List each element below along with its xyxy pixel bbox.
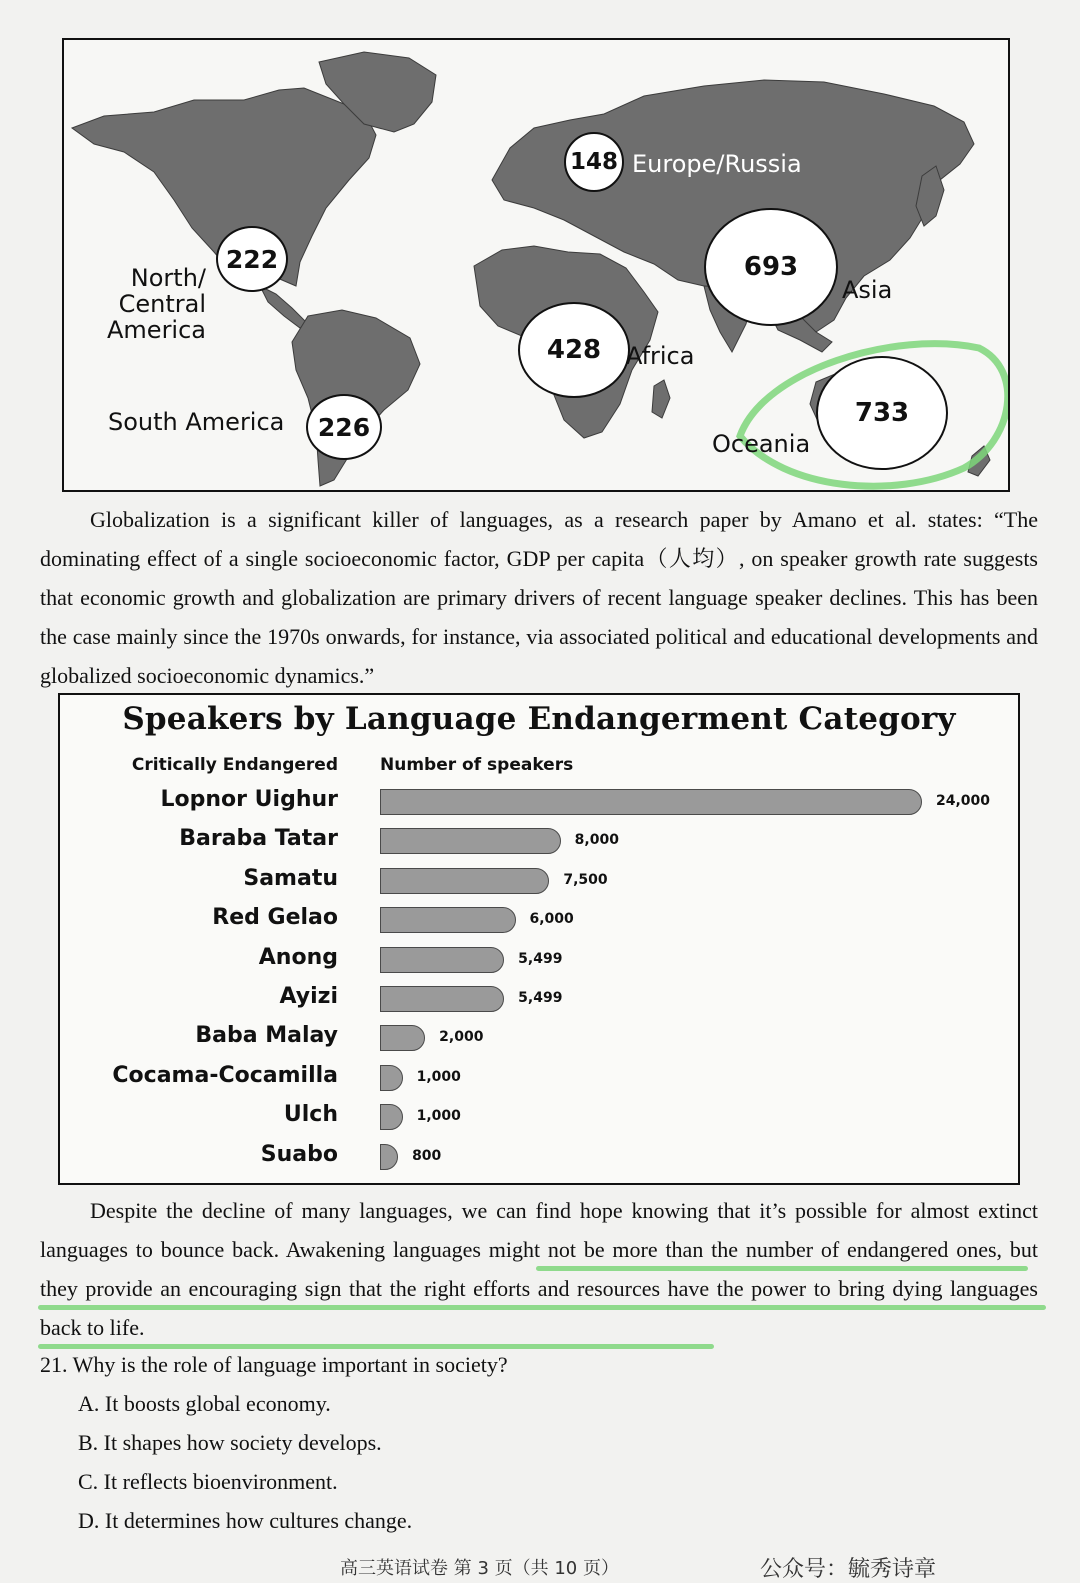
paragraph-globalization-text: Globalization is a significant killer of languages, as a research paper by Amano et al. states: “The dominating effect of a single socioeconomic factor, GDP per capita（人均）, on speaker growth rate suggests that economic growth and globalization are primary drivers of recent language speaker declines. This has been the case mainly since the 1970s onwards, for instance, via associated political and educational developments and globalized socioeconomic dynamics.”: [40, 507, 1038, 688]
region-label-north-america-line3: America: [107, 315, 206, 344]
bar-value-label: 5,499: [518, 950, 563, 967]
bar: [380, 907, 516, 933]
count-bubble-europe: 148: [564, 132, 624, 192]
region-label-north-america: [88, 266, 206, 344]
bar-value-label: 6,000: [529, 911, 574, 928]
bar: [380, 828, 561, 854]
bar-value-label: 1,000: [416, 1068, 461, 1085]
paragraph-globalization: [40, 500, 1038, 695]
bar: [380, 1104, 403, 1130]
bar-value-label: 7,500: [563, 871, 608, 888]
bar-category-label: Anong: [258, 944, 338, 970]
bar-value-label: 800: [412, 1147, 442, 1164]
region-label-oceania: Oceania: [712, 430, 811, 458]
region-label-north-america-line1: North/: [130, 264, 206, 292]
chart-title: Speakers by Language Endangerment Category: [122, 701, 956, 737]
paragraph-hope-text: Despite the decline of many languages, we can find hope knowing that it’s possible for almost extinct languages to bounce back. Awakening languages might not be more than the number of endangered ones, but they provide an encouraging sign that the right efforts and resources have the power to bring dying languages back to life.: [40, 1198, 1038, 1340]
bar: [380, 1144, 398, 1170]
count-bubble-north-america: 222: [216, 226, 288, 292]
bar-category-label: Suabo: [260, 1141, 338, 1167]
paragraph-hope: [40, 1191, 1038, 1347]
chart-value-header: Number of speakers: [380, 755, 574, 775]
bar: [380, 986, 504, 1012]
bar-category-label: Ayizi: [279, 984, 338, 1009]
option-a[interactable]: A. It boosts global economy.: [78, 1391, 331, 1416]
page-footer: 高三英语试卷 第 3 页（共 10 页）: [340, 1558, 619, 1579]
watermark-text: 公众号：毓秀诗章: [760, 1557, 937, 1582]
bar-category-label: Red Gelao: [212, 905, 338, 931]
bar-value-label: 8,000: [574, 832, 619, 849]
bar-category-label: Baba Malay: [195, 1023, 338, 1049]
bar: [380, 868, 549, 894]
bar-category-label: Baraba Tatar: [179, 826, 338, 852]
bar-category-label: Cocama-Cocamilla: [112, 1062, 338, 1088]
bar-category-label: Samatu: [243, 865, 338, 891]
option-b[interactable]: B. It shapes how society develops.: [78, 1430, 382, 1455]
region-label-asia: Asia: [842, 276, 893, 304]
bar: [380, 1025, 425, 1051]
bar-category-label: Ulch: [283, 1102, 338, 1128]
chart-category-header: Critically Endangered: [131, 755, 338, 775]
region-label-south-america: South America: [108, 408, 285, 436]
bar: [380, 1065, 403, 1091]
bar: [380, 947, 504, 973]
bar-value-label: 2,000: [439, 1029, 484, 1046]
bar: [380, 789, 922, 815]
question-stem: 21. Why is the role of language important in society?: [40, 1352, 508, 1377]
bar-category-label: Lopnor Uighur: [160, 787, 338, 812]
region-label-europe: Europe/Russia: [632, 150, 802, 178]
region-label-north-america-line2: Central: [118, 289, 206, 318]
bar-chart: [58, 693, 1020, 1185]
option-d[interactable]: D. It determines how cultures change.: [78, 1508, 413, 1533]
count-bubble-oceania: 733: [816, 356, 948, 470]
bar-value-label: 1,000: [416, 1108, 461, 1125]
count-bubble-south-america: 226: [306, 394, 382, 460]
world-map: [62, 38, 1010, 492]
count-bubble-asia: 693: [704, 208, 838, 326]
option-c[interactable]: C. It reflects bioenvironment.: [78, 1469, 338, 1494]
count-bubble-africa: 428: [518, 302, 630, 398]
bar-value-label: 24,000: [936, 793, 991, 809]
bar-value-label: 5,499: [518, 990, 563, 1006]
region-label-africa: Africa: [626, 342, 695, 370]
